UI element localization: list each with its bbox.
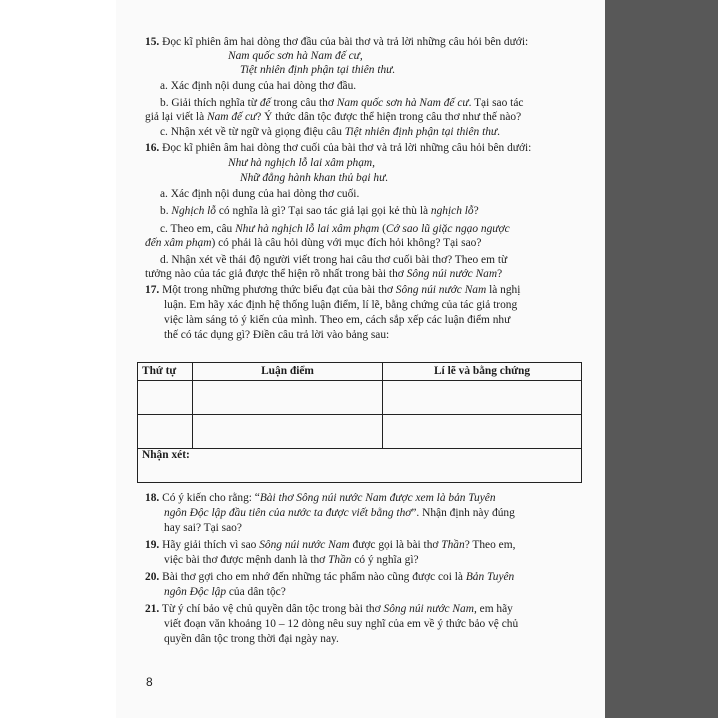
text-line xyxy=(145,111,521,125)
text-run: Nam quốc sơn hà Nam đế cư xyxy=(336,97,469,109)
text-line xyxy=(240,64,395,78)
text-run: Nghịch lỗ xyxy=(171,205,217,217)
text-run: Nam đế cư xyxy=(207,111,257,123)
text-run: Thần xyxy=(328,554,352,566)
text-line xyxy=(164,618,518,632)
text-run: Một trong những phương thức biểu đạt của bài thơ xyxy=(159,284,396,296)
text-run: có nghĩa là gì? Tại sao tác giả lại gọi kẻ thù là xyxy=(216,205,431,217)
document-page xyxy=(116,0,605,718)
text-run: ”. Nhận định này đúng xyxy=(411,507,515,519)
text-run: , em hãy xyxy=(473,603,513,615)
text-run: ngôn Độc lập đầu tiên của nước ta được viết bằng thơ xyxy=(164,507,412,519)
question-number: 16. xyxy=(145,142,160,154)
table-cell[interactable] xyxy=(383,381,582,415)
text-line xyxy=(164,299,517,313)
text-run: a. Xác định nội dung của hai dòng thơ đầu. xyxy=(160,80,357,92)
table-row xyxy=(138,381,582,415)
text-run: ) có phải là câu hỏi dùng với mục đích hỏi không? Tại sao? xyxy=(211,237,482,249)
table-footer-row xyxy=(138,449,582,483)
text-run: tưởng nào của tác giả được thể hiện rõ nhất trong bài thơ xyxy=(145,268,407,280)
text-line xyxy=(145,571,514,585)
text-line xyxy=(164,507,515,521)
text-line xyxy=(164,633,339,647)
text-run: Thần xyxy=(441,539,465,551)
text-line xyxy=(160,126,500,140)
text-run: có ý nghĩa gì? xyxy=(351,554,419,566)
text-run: c. Theo em, câu xyxy=(160,223,236,235)
text-line xyxy=(240,172,388,186)
text-line xyxy=(145,284,520,298)
question-number: 17. xyxy=(145,284,160,296)
text-run: b. xyxy=(160,205,172,217)
text-run: Tiệt nhiên định phận tại thiên thư xyxy=(344,126,498,138)
text-line xyxy=(228,157,375,171)
scan-margin-right xyxy=(605,0,718,718)
text-run: giả lại viết là xyxy=(145,111,207,123)
question-number: 21. xyxy=(145,603,160,615)
table-row xyxy=(138,415,582,449)
text-run: là nghị xyxy=(486,284,521,296)
text-run: Hãy giải thích vì sao xyxy=(159,539,260,551)
text-line xyxy=(160,80,356,94)
text-run: Như hà nghịch lỗ lai xâm phạm, xyxy=(228,157,376,169)
text-run: Sông núi nước Nam xyxy=(383,603,474,615)
answer-table xyxy=(137,362,582,483)
text-line xyxy=(145,36,528,50)
text-run: Sông núi nước Nam xyxy=(259,539,350,551)
text-run: quyền dân tộc trong thời đại ngày nay. xyxy=(164,633,339,645)
text-run: ( xyxy=(379,223,386,235)
table-cell[interactable] xyxy=(138,415,193,449)
text-run: a. Xác định nội dung của hai dòng thơ cuối. xyxy=(160,188,360,200)
question-number: 18. xyxy=(145,492,160,504)
text-run: viết đoạn văn khoảng 10 – 12 dòng nêu suy nghĩ của em về ý thức bảo vệ chủ xyxy=(164,618,519,630)
text-line xyxy=(145,237,481,251)
text-run: đến xâm phạm xyxy=(145,237,212,249)
header-luan-diem: Luận điểm xyxy=(193,363,383,381)
text-run: ? xyxy=(497,268,503,280)
text-run: được gọi là bài thơ xyxy=(349,539,442,551)
text-line xyxy=(145,142,531,156)
text-line xyxy=(160,223,510,237)
text-run: ? xyxy=(473,205,479,217)
text-run: Từ ý chí bảo vệ chủ quyền dân tộc trong bài thơ xyxy=(159,603,384,615)
text-line xyxy=(145,603,513,617)
text-run: trong câu thơ xyxy=(270,97,337,109)
text-run: c. Nhận xét về từ ngữ và giọng điệu câu xyxy=(160,126,345,138)
text-run: ngôn Độc lập xyxy=(164,586,227,598)
text-run: Có ý kiến cho rằng: “ xyxy=(159,492,260,504)
text-run: việc bài thơ được mệnh danh là thơ xyxy=(164,554,329,566)
text-run: Như hà nghịch lỗ lai xâm phạm xyxy=(235,223,380,235)
text-run: ? Ý thức dân tộc được thể hiện trong câu thơ như thế nào? xyxy=(256,111,522,123)
text-line xyxy=(164,522,242,536)
table-header-row xyxy=(138,363,582,381)
header-li-le: Lí lẽ và bằng chứng xyxy=(383,363,582,381)
question-number: 19. xyxy=(145,539,160,551)
text-run: Đọc kĩ phiên âm hai dòng thơ đầu của bài thơ và trả lời những câu hỏi bên dưới: xyxy=(159,36,529,48)
text-line xyxy=(160,97,523,111)
scan-margin-left xyxy=(0,0,116,718)
text-run: ? Theo em, xyxy=(464,539,516,551)
table-cell[interactable] xyxy=(383,415,582,449)
text-run: thế có tác dụng gì? Điền câu trả lời vào bảng sau: xyxy=(164,329,390,341)
comment-label[interactable]: Nhận xét: xyxy=(138,449,582,483)
text-line xyxy=(228,50,363,64)
text-run: Tiệt nhiên định phận tại thiên thư. xyxy=(240,64,396,76)
text-run: của dân tộc? xyxy=(226,586,286,598)
table-cell[interactable] xyxy=(193,415,383,449)
text-run: Cớ sao lũ giặc ngạo ngược xyxy=(385,223,510,235)
text-run: Nam quốc sơn hà Nam đế cư, xyxy=(228,50,363,62)
text-run: đế xyxy=(259,97,271,109)
question-number: 20. xyxy=(145,571,160,583)
text-line xyxy=(145,492,496,506)
text-run: luận. Em hãy xác định hệ thống luận điểm, lí lẽ, bằng chứng của tác giả trong xyxy=(164,299,518,311)
text-run: d. Nhận xét về thái độ người viết trong hai câu thơ cuối bài thơ? Theo em từ xyxy=(160,254,508,266)
text-run: hay sai? Tại sao? xyxy=(164,522,242,534)
text-line xyxy=(160,188,359,202)
table-cell[interactable] xyxy=(193,381,383,415)
text-run: Nhữ đẳng hành khan thủ bại hư. xyxy=(240,172,389,184)
text-line xyxy=(145,539,515,553)
text-run: Bài thơ gợi cho em nhớ đến những tác phẩm nào cũng được coi là xyxy=(159,571,466,583)
question-number: 15. xyxy=(145,36,160,48)
text-run: Đọc kĩ phiên âm hai dòng thơ cuối của bài thơ và trả lời những câu hỏi bên dưới: xyxy=(159,142,532,154)
text-run: Sông núi nước Nam xyxy=(406,268,498,280)
text-run: . Tại sao tác xyxy=(468,97,524,109)
text-run: . xyxy=(497,126,500,138)
text-line xyxy=(164,314,510,328)
text-run: Sông núi nước Nam xyxy=(395,284,487,296)
header-thu-tu: Thứ tự xyxy=(138,363,193,381)
table-cell[interactable] xyxy=(138,381,193,415)
text-run: việc làm sáng tỏ ý kiến của mình. Theo em, cách sắp xếp các luận điểm như xyxy=(164,314,511,326)
text-line xyxy=(160,205,479,219)
text-line xyxy=(164,554,419,568)
text-line xyxy=(164,586,286,600)
page-number: 8 xyxy=(146,675,153,689)
text-line xyxy=(145,268,502,282)
text-line xyxy=(164,329,389,343)
text-line xyxy=(160,254,507,268)
text-run: b. Giải thích nghĩa từ xyxy=(160,97,260,109)
text-run: nghịch lỗ xyxy=(430,205,474,217)
text-run: Bản Tuyên xyxy=(465,571,515,583)
text-run: Bài thơ Sông núi nước Nam được xem là bản Tuyên xyxy=(259,492,496,504)
